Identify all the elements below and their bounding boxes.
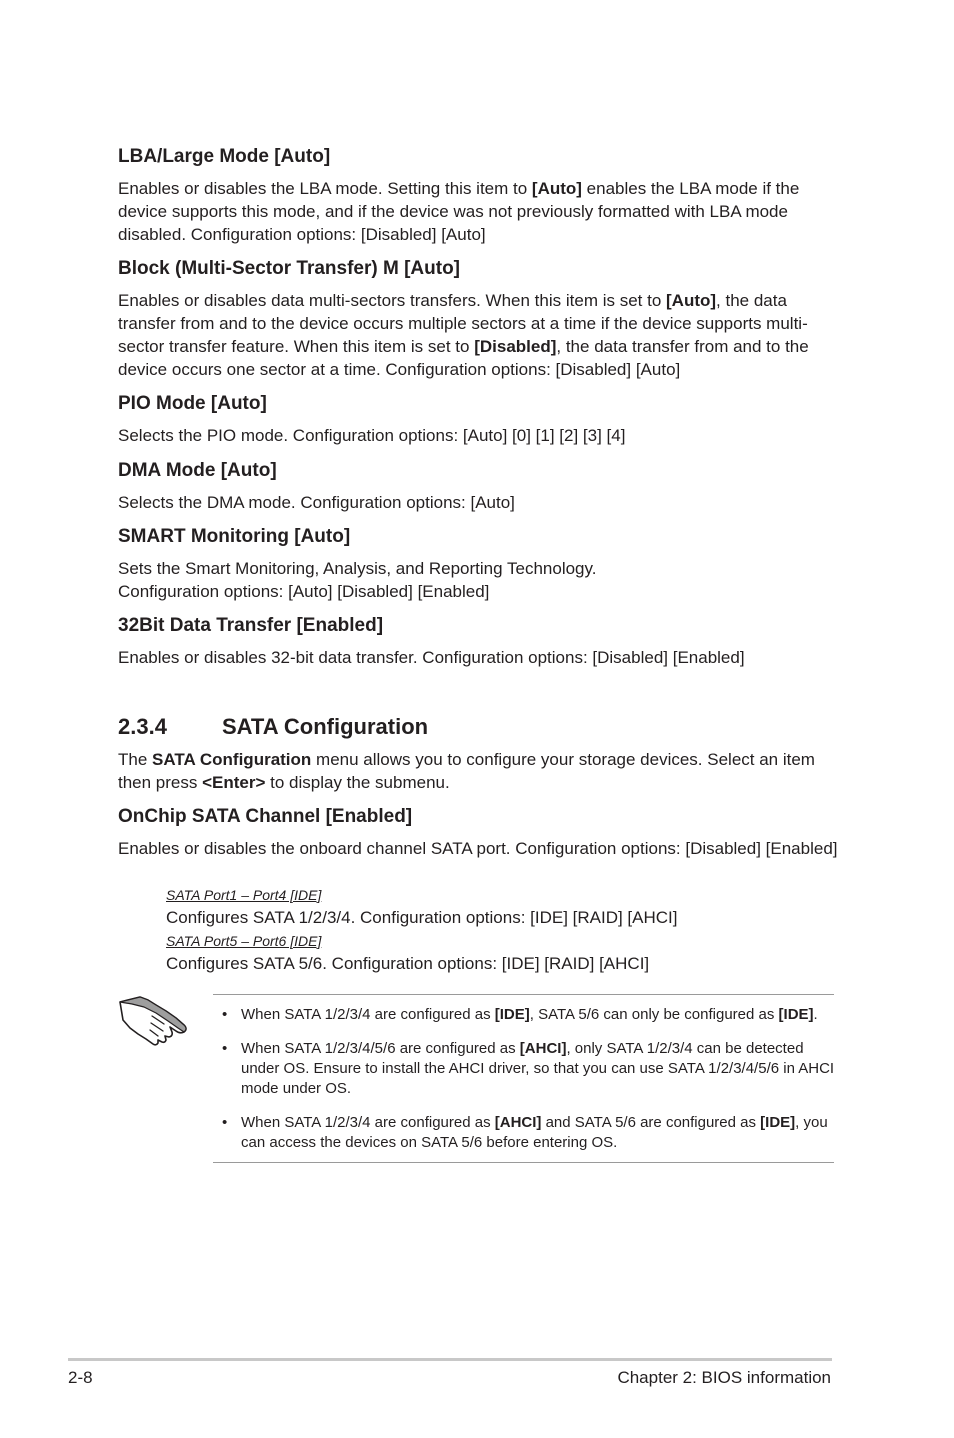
page-number: 2-8 [68,1368,93,1387]
sata-port5-6-label: SATA Port5 – Port6 [IDE] [166,933,322,949]
onchip-heading: OnChip SATA Channel [Enabled] [118,806,413,827]
note-bullet-2: • [222,1040,228,1057]
sata-port1-4-text: Configures SATA 1/2/3/4. Configuration options: [IDE] [RAID] [AHCI] [166,908,678,927]
section-heading-block: Block (Multi-Sector Transfer) M [Auto] [118,258,461,279]
section-heading-pio: PIO Mode [Auto] [118,393,267,414]
note-bottom-rule [213,1162,834,1163]
sata-section-number: 2.3.4 [118,714,167,739]
sata-intro: The SATA Configuration menu allows you to configure your storage devices. Select an item then press <Enter> to display the submenu. [118,750,815,792]
section-text-lba: Enables or disables the LBA mode. Setting this item to [Auto] enables the LBA mode if the device supports this mode, and if the device was not previously formatted with LBA mode disabled. Configuration options: [Disabled] [Auto] [118,179,800,244]
section-heading-lba: LBA/Large Mode [Auto] [118,146,331,167]
sata-section-title: 2.3.4 SATA Configuration [118,714,429,739]
section-heading-32bit: 32Bit Data Transfer [Enabled] [118,615,384,636]
section-text-32bit: Enables or disables 32-bit data transfer. Configuration options: [Disabled] [Enabled] [118,648,745,667]
sata-port1-4-label: SATA Port1 – Port4 [IDE] [166,887,322,903]
section-text-block: Enables or disables data multi-sectors transfers. When this item is set to [Auto], the data transfer from and to the device occurs multiple sectors at a time if the device supports multi-sector transfer feature. When this item is set to [Disabled], the data transfer from and to the device occurs one sector at a time. Configuration options: [Disabled] [Auto] [118,291,809,379]
footer-rule [68,1358,832,1361]
note-item-1: When SATA 1/2/3/4 are configured as [IDE], SATA 5/6 can only be configured as [IDE]. [241,1006,818,1023]
note-item-2: When SATA 1/2/3/4/5/6 are configured as [AHCI], only SATA 1/2/3/4 can be detected under OS. Ensure to install the AHCI driver, so that you can use SATA 1/2/3/4/5/6 in AHCI mode under OS. [241,1040,835,1097]
section-text-dma: Selects the DMA mode. Configuration options: [Auto] [118,493,515,512]
pointing-hand-icon [118,994,190,1048]
section-text-pio: Selects the PIO mode. Configuration options: [Auto] [0] [1] [2] [3] [4] [118,426,626,445]
note-bullet-3: • [222,1114,228,1131]
section-text-smart-2: Configuration options: [Auto] [Disabled] [Enabled] [118,582,490,601]
note-item-3: When SATA 1/2/3/4 are configured as [AHCI] and SATA 5/6 are configured as [IDE], you can access the devices on SATA 5/6 before entering OS. [241,1114,828,1151]
onchip-text: Enables or disables the onboard channel SATA port. Configuration options: [Disabled] [Enabled] [118,839,838,858]
sata-port5-6-text: Configures SATA 5/6. Configuration options: [IDE] [RAID] [AHCI] [166,954,650,973]
section-heading-smart: SMART Monitoring [Auto] [118,526,351,547]
section-heading-dma: DMA Mode [Auto] [118,460,277,481]
section-text-smart-1: Sets the Smart Monitoring, Analysis, and Reporting Technology. [118,559,597,578]
note-top-rule [213,994,834,995]
note-bullet-1: • [222,1006,228,1023]
chapter-title: Chapter 2: BIOS information [617,1368,831,1387]
